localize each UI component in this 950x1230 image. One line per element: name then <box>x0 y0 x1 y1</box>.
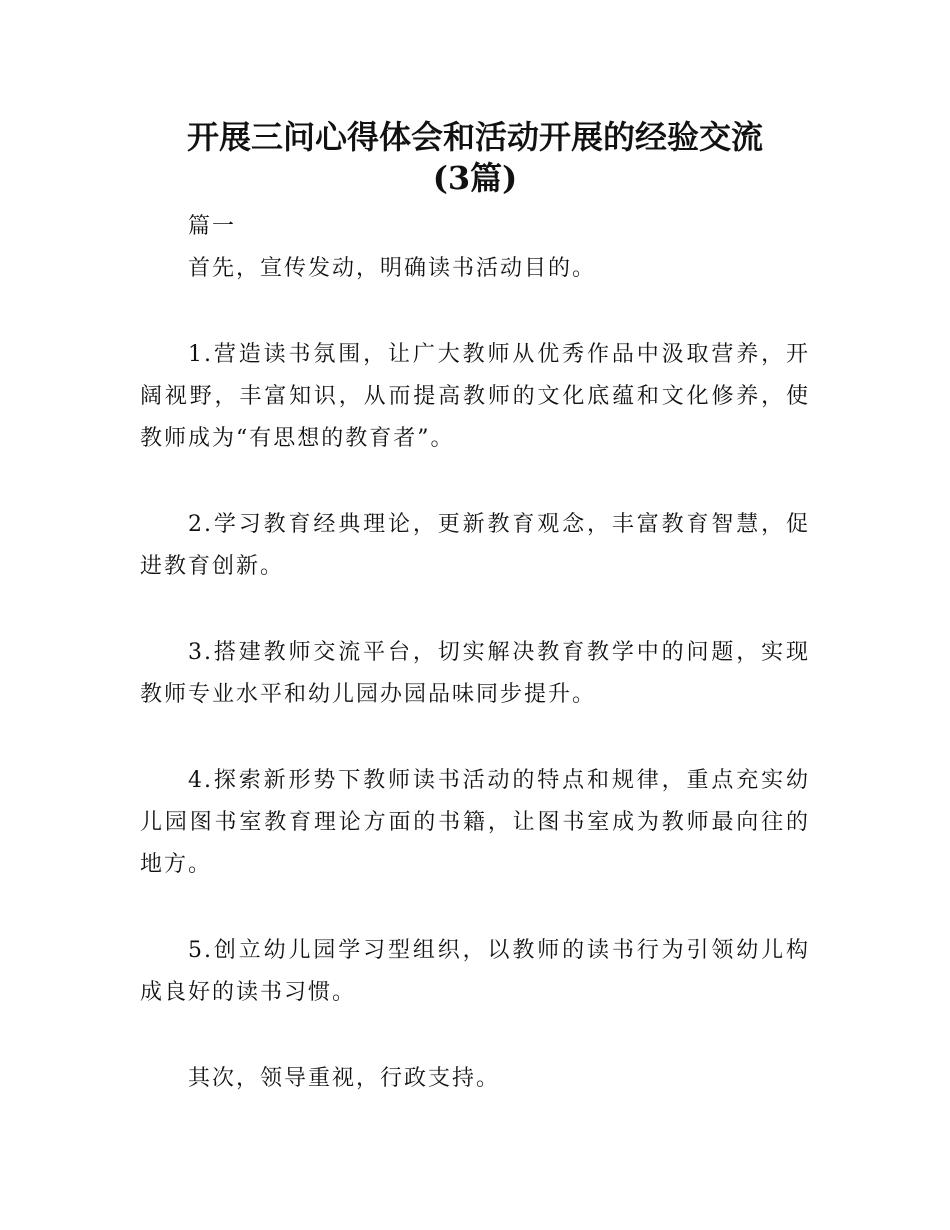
paragraph-next: 其次，领导重视，行政支持。 <box>188 1066 501 1091</box>
document-title-line-2: (3篇) <box>432 159 518 197</box>
paragraph-intro: 首先，宣传发动，明确读书活动目的。 <box>188 256 597 281</box>
paragraph-item-1: 1.营造读书氛围，让广大教师从优秀作品中汲取营养，开阔视野，丰富知识，从而提高教师的文化底蕴和文化修养，使教师成为“有思想的教育者”。 <box>140 342 810 451</box>
document-title-line-1: 开展三问心得体会和活动开展的经验交流 <box>186 118 763 156</box>
paragraph-item-2: 2.学习教育经典理论，更新教育观念，丰富教育智慧，促进教育创新。 <box>140 512 810 579</box>
paragraph-item-4: 4.探索新形势下教师读书活动的特点和规律，重点充实幼儿园图书室教育理论方面的书籍，让图书室成为教师最向往的地方。 <box>140 768 810 877</box>
document-body <box>140 206 810 1100</box>
paragraph-item-5: 5.创立幼儿园学习型组织，以教师的读书行为引领幼儿构成良好的读书习惯。 <box>140 938 810 1005</box>
paragraph-item-3: 3.搭建教师交流平台，切实解决教育教学中的问题，实现教师专业水平和幼儿园办园品味同步提升。 <box>140 640 810 707</box>
section-heading: 篇一 <box>188 214 237 239</box>
